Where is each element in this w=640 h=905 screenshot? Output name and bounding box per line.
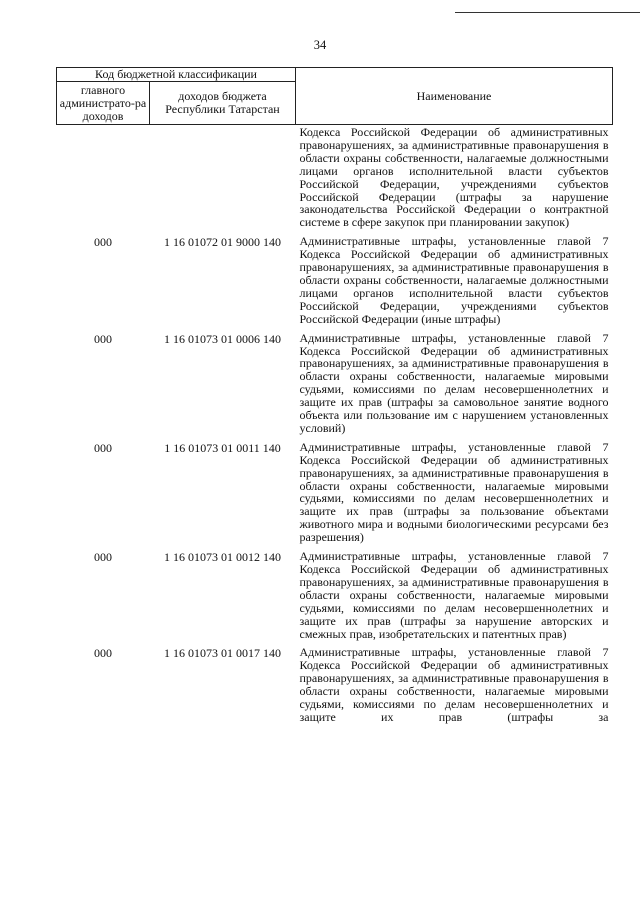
table-row: [57, 646, 613, 729]
table-row: [57, 235, 613, 331]
table-row: [57, 441, 613, 550]
header-main-administrator: главного администрато-ра доходов: [57, 82, 150, 125]
revenue-code-cell: 1 16 01072 01 9000 140: [164, 235, 281, 250]
header-classification-code: Код бюджетной классификации: [57, 68, 296, 82]
top-rule: [455, 12, 640, 13]
revenue-code-cell: 1 16 01073 01 0017 140: [164, 646, 281, 661]
name-cell: Административные штрафы, установленные главой 7 Кодекса Российской Федерации об административных правонарушениях, за административные правонарушения в области охраны собственности, налагаемые должностными лицами органов исполнительной власти субъектов Российской Федерации, учреждениями субъектов Российской Федерации (иные штрафы): [299, 234, 609, 326]
table-row: [57, 125, 613, 236]
revenue-code-cell: 1 16 01073 01 0006 140: [164, 331, 281, 346]
admin-code-cell: 000: [94, 331, 112, 346]
name-cell: Административные штрафы, установленные главой 7 Кодекса Российской Федерации об административных правонарушениях, за административные правонарушения в области охраны собственности, налагаемые мировыми судьями, комиссиями по делам несовершеннолетних и защите их прав (штрафы за: [299, 645, 609, 724]
table-row: [57, 332, 613, 441]
name-cell: Административные штрафы, установленные главой 7 Кодекса Российской Федерации об административных правонарушениях, за административные правонарушения в области охраны собственности, налагаемые мировыми судьями, комиссиями по делам несовершеннолетних и защите их прав (штрафы за самовольное занятие водного объекта или пользование им с нарушением установленных условий): [299, 330, 609, 435]
header-revenue-code: доходов бюджета Республики Татарстан: [150, 82, 296, 125]
admin-code-cell: 000: [94, 550, 112, 565]
revenue-code-cell: 1 16 01073 01 0011 140: [164, 440, 281, 455]
admin-code-cell: 000: [94, 440, 112, 455]
name-cell: Административные штрафы, установленные главой 7 Кодекса Российской Федерации об административных правонарушениях, за административные правонарушения в области охраны собственности, налагаемые мировыми судьями, комиссиями по делам несовершеннолетних и защите их прав (штрафы за пользование объектами животного мира и водными биологическими ресурсами без разрешения): [299, 439, 609, 545]
admin-code-cell: 000: [94, 235, 112, 250]
revenue-code-cell: 1 16 01073 01 0012 140: [164, 550, 281, 565]
table-row: [57, 550, 613, 646]
budget-classification-table: [56, 67, 613, 730]
page-number: 34: [313, 38, 327, 52]
continued-name-cell: Кодекса Российской Федерации об административных правонарушениях, за административные правонарушения в области охраны собственности, налагаемые должностными лицами органов исполнительной власти субъектов Российской Федерации, учреждениями субъектов Российской Федерации (штрафы за нарушение законодательства Российской Федерации о контрактной системе в сфере закупок при планировании закупок): [299, 125, 609, 230]
header-name: Наименование: [296, 68, 613, 125]
name-cell: Административные штрафы, установленные главой 7 Кодекса Российской Федерации об административных правонарушениях, за административные правонарушения в области охраны собственности, налагаемые мировыми судьями, комиссиями по делам несовершеннолетних и защите их прав (штрафы за нарушение авторских и смежных прав, изобретательских и патентных прав): [299, 549, 609, 641]
admin-code-cell: 000: [94, 646, 112, 661]
